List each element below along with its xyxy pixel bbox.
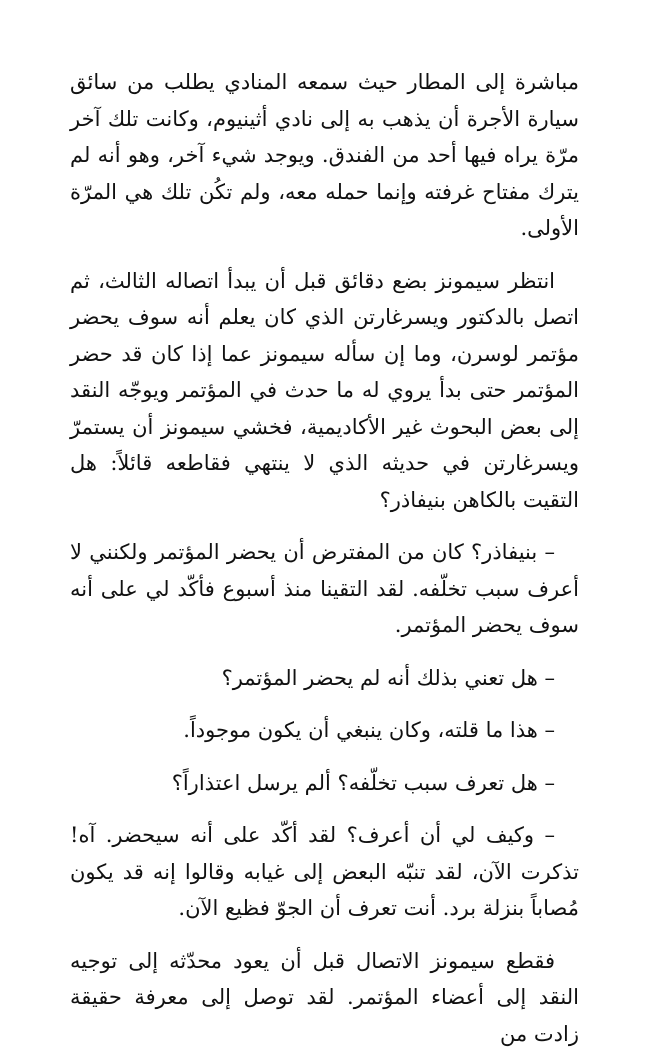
dialogue-line-1: – بنيفاذر؟ كان من المفترض أن يحضر المؤتمر ولكنني لا أعرف سبب تخلّفه. لقد التقينا منذ أسبوع فأكّد لي على أنه سوف يحضر المؤتمر. (70, 534, 579, 644)
text-column (70, 64, 579, 1052)
paragraph-2: انتظر سيمونز بضع دقائق قبل أن يبدأ اتصاله الثالث، ثم اتصل بالدكتور ويسرغارتن الذي كان يعلم أنه سوف يحضر مؤتمر لوسرن، وما إن سأله سيمونز عما إذا كان قد حضر المؤتمر حتى بدأ يروي له ما حدث في المؤتمر ويوجّه النقد إلى بعض البحوث غير الأكاديمية، فخشي سيمونز أن يستمرّ ويسرغارتن في حديثه الذي لا ينتهي فقاطعه قائلاً: هل التقيت بالكاهن بنيفاذر؟ (70, 263, 579, 519)
dialogue-line-5: – وكيف لي أن أعرف؟ لقد أكّد على أنه سيحضر. آه! تذكرت الآن، لقد تنبّه البعض إلى غيابه وقالوا إنه قد يكون مُصاباً بنزلة برد. أنت تعرف أن الجوّ فظيع الآن. (70, 817, 579, 927)
dialogue-line-3: – هذا ما قلته، وكان ينبغي أن يكون موجوداً. (70, 712, 579, 749)
dialogue-line-2: – هل تعني بذلك أنه لم يحضر المؤتمر؟ (70, 660, 579, 697)
paragraph-1: مباشرة إلى المطار حيث سمعه المنادي يطلب من سائق سيارة الأجرة أن يذهب به إلى نادي أثينيوم، وكانت تلك آخر مرّة يراه فيها أحد من الفندق. ويوجد شيء آخر، وهو أنه لم يترك مفتاح غرفته وإنما حمله معه، ولم تكُن تلك هي المرّة الأولى. (70, 64, 579, 247)
dialogue-line-4: – هل تعرف سبب تخلّفه؟ ألم يرسل اعتذاراً؟ (70, 765, 579, 802)
paragraph-3: فقطع سيمونز الاتصال قبل أن يعود محدّثه إلى توجيه النقد إلى أعضاء المؤتمر. لقد توصل إلى معرفة حقيقة زادت من (70, 943, 579, 1052)
